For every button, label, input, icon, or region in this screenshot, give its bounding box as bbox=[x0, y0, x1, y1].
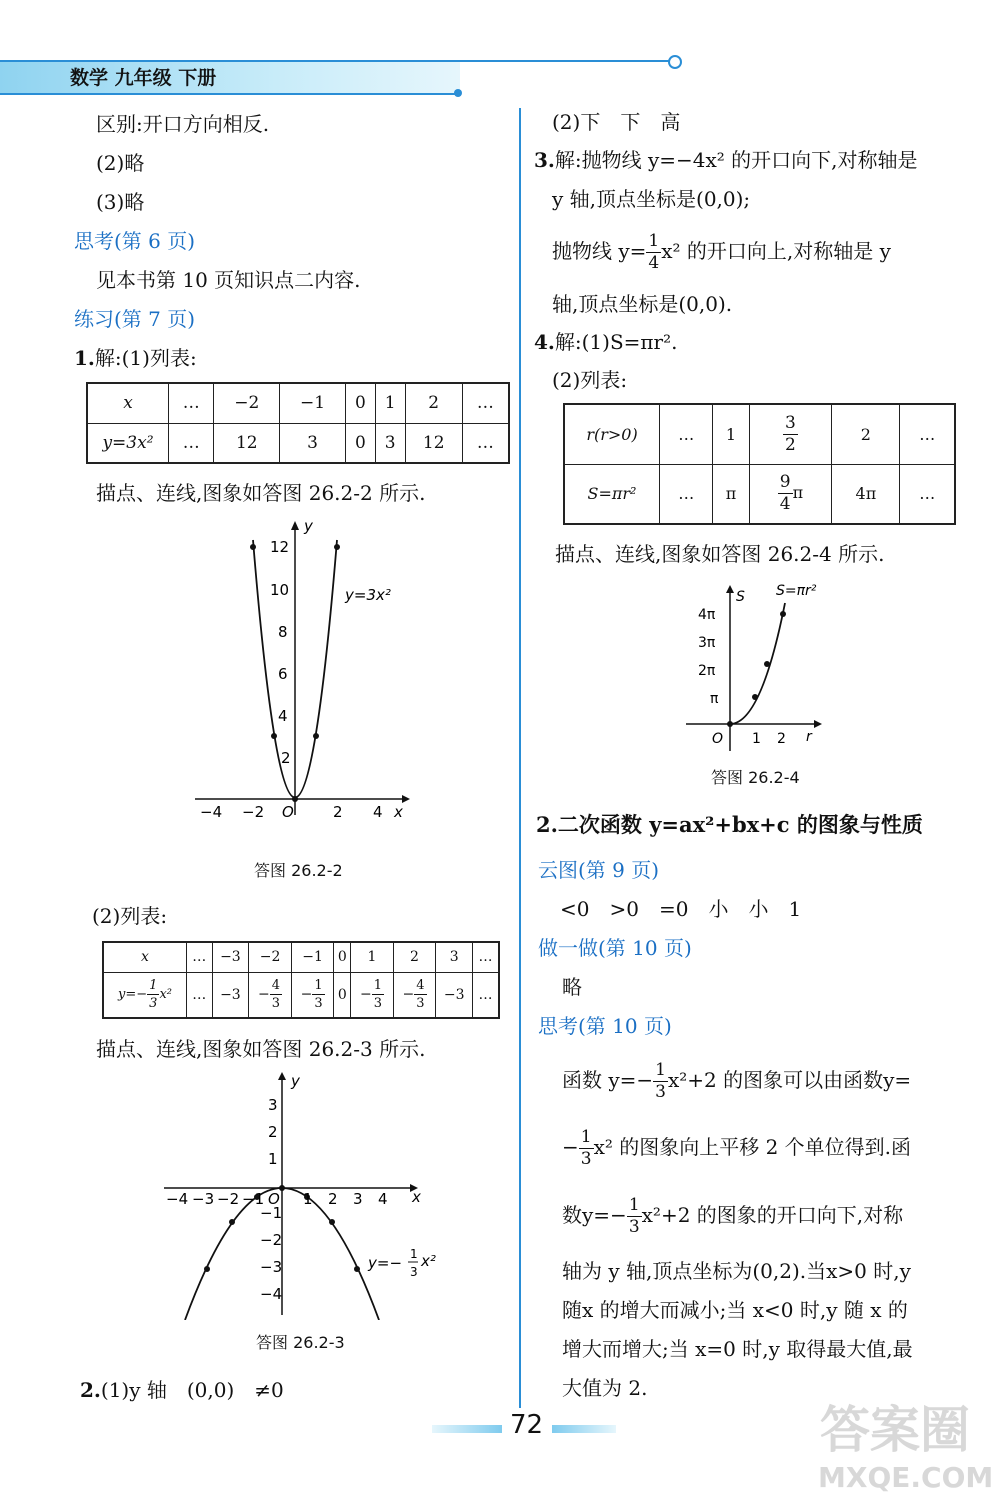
table-s-pi-r2 bbox=[563, 403, 956, 525]
section-heading: 做一做(第 10 页) bbox=[538, 936, 692, 960]
text-line: y 轴,顶点坐标是(0,0); bbox=[552, 187, 751, 211]
x-tick-label: O bbox=[712, 731, 724, 747]
question-number: 2. bbox=[80, 1378, 101, 1402]
question-number: 4. bbox=[534, 330, 555, 354]
text-line: (2)略 bbox=[96, 151, 145, 175]
header-title: 数学 九年级 下册 bbox=[70, 67, 217, 89]
x-tick-label: 1 bbox=[303, 1190, 313, 1208]
table-cell: 3 bbox=[375, 423, 405, 463]
text-line: 大值为 2. bbox=[562, 1376, 648, 1400]
question-text: 解:抛物线 y=−4x² 的开口向下,对称轴是 bbox=[554, 148, 918, 172]
question-number: 3. bbox=[534, 148, 555, 172]
table-cell: 2 bbox=[405, 383, 462, 423]
point bbox=[204, 1266, 210, 1272]
table-cell: y=3x² bbox=[87, 423, 169, 463]
table-cell: −3 bbox=[212, 972, 249, 1018]
y-axis-arrow bbox=[278, 1072, 286, 1080]
x-tick-label: −3 bbox=[192, 1190, 215, 1208]
graph-y-3x2 bbox=[190, 515, 420, 825]
table-cell: 0 bbox=[345, 383, 375, 423]
header-line-bottom bbox=[0, 93, 460, 95]
point bbox=[727, 721, 733, 727]
header-line-top bbox=[0, 60, 672, 62]
graph-s-pi-r2 bbox=[686, 575, 846, 765]
table-cell: 1 bbox=[713, 404, 749, 464]
question-3 bbox=[534, 147, 918, 173]
x-axis-arrow bbox=[814, 720, 822, 728]
table-cell: π bbox=[713, 464, 749, 524]
table-cell: … bbox=[900, 464, 955, 524]
footer-deco-right bbox=[552, 1425, 616, 1433]
point bbox=[271, 733, 277, 739]
table-cell: … bbox=[473, 942, 499, 972]
text-line: 描点、连线,图象如答图 26.2-4 所示. bbox=[555, 542, 885, 566]
table-cell: − $\frac{4}{3}$ bbox=[393, 972, 436, 1018]
x-tick-label: O bbox=[282, 803, 294, 821]
figure-caption: 答图 26.2-2 bbox=[254, 861, 343, 880]
x-axis-arrow bbox=[402, 795, 410, 803]
point bbox=[780, 611, 786, 617]
curve-label: x² bbox=[421, 1252, 436, 1270]
table-cell: … bbox=[169, 383, 214, 423]
figure-caption: 答图 26.2-3 bbox=[256, 1333, 345, 1352]
curve-label: S=πr² bbox=[776, 583, 817, 599]
y-axis-label: y bbox=[291, 1072, 300, 1090]
page-number: 72 bbox=[510, 1410, 544, 1440]
text-line: 随x 的增大而减小;当 x<0 时,y 随 x 的 bbox=[562, 1298, 908, 1322]
table-cell: − $\frac{1}{3}$ bbox=[291, 972, 334, 1018]
y-tick-label: 12 bbox=[270, 538, 290, 556]
question-text: 解:(1)列表: bbox=[94, 346, 197, 370]
y-axis-arrow bbox=[726, 585, 734, 593]
table-cell: −2 bbox=[249, 942, 292, 972]
curve-label: y=− bbox=[368, 1254, 403, 1272]
section-heading: 思考(第 6 页) bbox=[74, 229, 196, 253]
x-tick-label: −1 bbox=[242, 1190, 265, 1208]
table-cell: … bbox=[660, 464, 713, 524]
header-dot bbox=[668, 55, 682, 69]
y-tick-label: 4π bbox=[698, 607, 716, 623]
watermark-url: MXQE.COM bbox=[818, 1461, 994, 1494]
curve-s-pi-r2 bbox=[730, 603, 785, 724]
table-cell: 12 bbox=[214, 423, 280, 463]
text-line: (3)略 bbox=[96, 190, 145, 214]
text-line: (2)下 下 高 bbox=[552, 110, 681, 134]
table-cell: S=πr² bbox=[564, 464, 660, 524]
y-tick-label: 8 bbox=[278, 623, 288, 641]
table-cell: 0 bbox=[345, 423, 375, 463]
table-cell: 12 bbox=[405, 423, 462, 463]
x-tick-label: 2 bbox=[328, 1190, 338, 1208]
table-cell: x bbox=[103, 942, 187, 972]
text-line: 描点、连线,图象如答图 26.2-3 所示. bbox=[96, 1037, 426, 1061]
x-tick-label: 4 bbox=[378, 1190, 388, 1208]
question-text: (1)y 轴 (0,0) ≠0 bbox=[100, 1378, 284, 1402]
point bbox=[752, 694, 758, 700]
y-tick-label: −2 bbox=[260, 1231, 283, 1249]
table-cell: … bbox=[660, 404, 713, 464]
x-axis-label: r bbox=[806, 729, 812, 745]
column-divider bbox=[519, 108, 521, 1408]
table-y-neg-third-x2 bbox=[102, 941, 500, 1019]
x-axis-label: x bbox=[412, 1188, 421, 1206]
point bbox=[292, 796, 298, 802]
y-tick-label: 2 bbox=[268, 1123, 278, 1141]
text-line: − $\frac{1}{3}$ x² 的图象向上平移 2 个单位得到.函 bbox=[562, 1127, 912, 1169]
table-cell: 0 bbox=[334, 942, 351, 972]
table-cell: −1 bbox=[291, 942, 334, 972]
text-line: 轴,顶点坐标是(0,0). bbox=[552, 292, 733, 316]
point bbox=[354, 1266, 360, 1272]
text-line: 增大而增大;当 x=0 时,y 取得最大值,最 bbox=[562, 1337, 913, 1361]
watermark-logo: 答案圈 bbox=[820, 1401, 970, 1459]
y-tick-label: 6 bbox=[278, 665, 288, 683]
x-axis-label: x bbox=[394, 803, 403, 821]
table-cell: 2 bbox=[393, 942, 436, 972]
table-cell: − $\frac{1}{3}$ bbox=[351, 972, 394, 1018]
footer-deco-left bbox=[432, 1425, 502, 1433]
section-heading: 思考(第 10 页) bbox=[538, 1014, 672, 1038]
y-axis-label: S bbox=[736, 589, 745, 605]
table-cell: 3 bbox=[280, 423, 346, 463]
table-cell: $\frac{9}{4}$ π bbox=[749, 464, 832, 524]
table-cell: −3 bbox=[436, 972, 473, 1018]
text-line: 数y=− $\frac{1}{3}$ x²+2 的图象的开口向下,对称 bbox=[562, 1195, 904, 1237]
graph-y-neg-third-x2 bbox=[160, 1070, 460, 1320]
table-cell: … bbox=[187, 942, 213, 972]
x-tick-label: −4 bbox=[200, 803, 223, 821]
table-cell: … bbox=[473, 972, 499, 1018]
table-cell: −3 bbox=[212, 942, 249, 972]
y-tick-label: −3 bbox=[260, 1258, 283, 1276]
y-tick-label: 1 bbox=[268, 1150, 278, 1168]
y-tick-label: 3π bbox=[698, 635, 716, 651]
x-tick-label: −2 bbox=[242, 803, 265, 821]
x-tick-label: 4 bbox=[373, 803, 383, 821]
text-line: 区别:开口方向相反. bbox=[96, 112, 270, 136]
text-line: 见本书第 10 页知识点二内容. bbox=[96, 268, 361, 292]
point bbox=[279, 1185, 285, 1191]
text-line: 轴为 y 轴,顶点坐标为(0,2).当x>0 时,y bbox=[562, 1259, 911, 1283]
table-cell: −1 bbox=[280, 383, 346, 423]
point bbox=[250, 544, 256, 550]
text-line: <0 >0 =0 小 小 1 bbox=[560, 897, 802, 921]
y-tick-label: 2 bbox=[281, 749, 291, 767]
table-cell: … bbox=[900, 404, 955, 464]
y-tick-label: 3 bbox=[268, 1096, 278, 1114]
table-cell: … bbox=[169, 423, 214, 463]
y-tick-label: 4 bbox=[278, 707, 288, 725]
point bbox=[334, 544, 340, 550]
curve-label-fraction-num: 1 bbox=[410, 1247, 418, 1261]
y-tick-label: −4 bbox=[260, 1285, 283, 1303]
text-line: (2)列表: bbox=[552, 368, 628, 392]
x-tick-label: −2 bbox=[217, 1190, 240, 1208]
point bbox=[764, 661, 770, 667]
table-cell: $\frac{3}{2}$ bbox=[749, 404, 832, 464]
table-cell: 3 bbox=[436, 942, 473, 972]
point bbox=[313, 733, 319, 739]
curve-label: y=3x² bbox=[345, 586, 391, 604]
table-cell: −2 bbox=[214, 383, 280, 423]
question-2 bbox=[80, 1377, 284, 1403]
table-cell: − $\frac{4}{3}$ bbox=[249, 972, 292, 1018]
table-cell: … bbox=[462, 383, 509, 423]
question-1 bbox=[74, 345, 197, 371]
question-number: 1. bbox=[74, 346, 95, 370]
y-tick-label: −1 bbox=[260, 1204, 283, 1222]
figure-caption: 答图 26.2-4 bbox=[711, 768, 800, 787]
x-tick-label: 2 bbox=[777, 731, 786, 747]
table-cell: 1 bbox=[351, 942, 394, 972]
text-line: (2)列表: bbox=[92, 904, 168, 928]
text-line: 略 bbox=[562, 975, 582, 999]
table-cell: … bbox=[187, 972, 213, 1018]
table-cell: … bbox=[462, 423, 509, 463]
x-tick-label: 3 bbox=[353, 1190, 363, 1208]
header-dot-2 bbox=[454, 89, 462, 97]
x-tick-label: −4 bbox=[166, 1190, 189, 1208]
table-cell: 1 bbox=[375, 383, 405, 423]
table-cell: 2 bbox=[832, 404, 900, 464]
curve-label-fraction-den: 3 bbox=[410, 1265, 418, 1279]
point bbox=[329, 1219, 335, 1225]
x-tick-label: 1 bbox=[752, 731, 761, 747]
y-tick-label: π bbox=[710, 691, 719, 707]
section-heading: 云图(第 9 页) bbox=[538, 858, 660, 882]
table-cell: 0 bbox=[334, 972, 351, 1018]
section-heading: 练习(第 7 页) bbox=[74, 307, 196, 331]
y-axis-arrow bbox=[291, 521, 299, 530]
point bbox=[229, 1219, 235, 1225]
text-line: 描点、连线,图象如答图 26.2-2 所示. bbox=[96, 481, 426, 505]
x-tick-label: 2 bbox=[333, 803, 343, 821]
question-text: 解:(1)S=πr². bbox=[554, 330, 678, 354]
table-cell: y=− $\frac{1}{3}$ x² bbox=[103, 972, 187, 1018]
header-band bbox=[0, 62, 460, 94]
question-4 bbox=[534, 329, 678, 355]
x-tick-label: O bbox=[268, 1190, 280, 1208]
table-cell: 4π bbox=[832, 464, 900, 524]
y-axis-label: y bbox=[304, 517, 313, 535]
table-cell: x bbox=[87, 383, 169, 423]
table-cell: r(r>0) bbox=[564, 404, 660, 464]
text-line: 函数 y=− $\frac{1}{3}$ x²+2 的图象可以由函数y= bbox=[562, 1060, 912, 1102]
y-tick-label: 10 bbox=[270, 581, 290, 599]
table-y-3x2 bbox=[86, 382, 510, 464]
section-title: 2.二次函数 y=ax²+bx+c 的图象与性质 bbox=[536, 812, 923, 837]
text-line: 抛物线 y= $\frac{1}{4}$ x² 的开口向上,对称轴是 y bbox=[552, 231, 891, 273]
y-tick-label: 2π bbox=[698, 663, 716, 679]
